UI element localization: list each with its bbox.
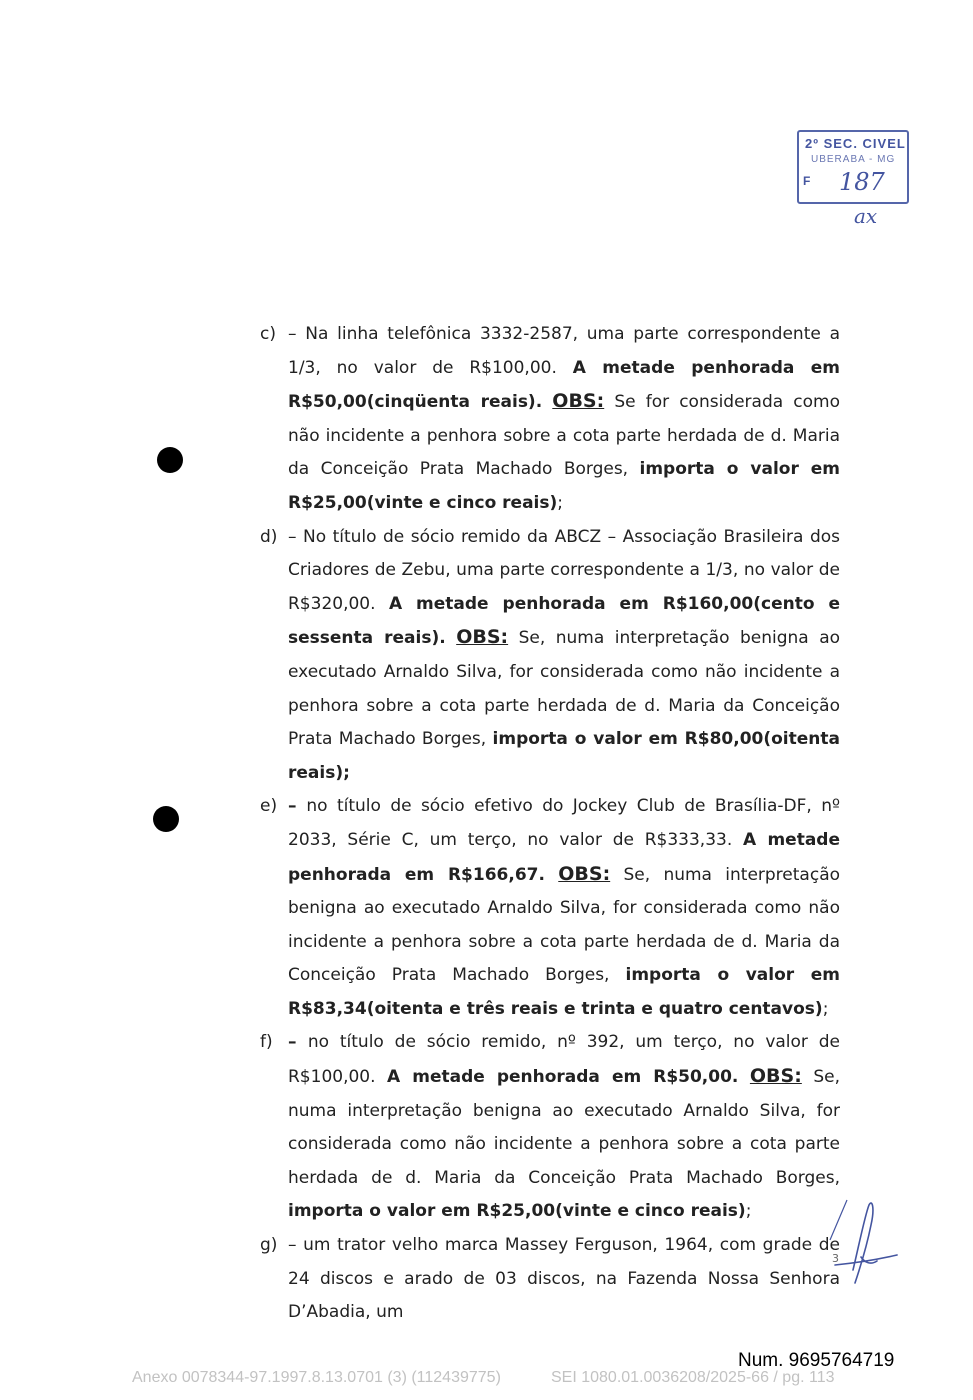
text-segment: – Na linha telefônica 3332-2587, uma parte correspondente a 1/3, no valor de R$100,00. <box>288 324 840 378</box>
stamp-folio: 187 <box>839 168 885 196</box>
item-text <box>288 1229 840 1330</box>
bold-segment: A metade penhorada em R$166,67. <box>288 829 840 885</box>
item-text <box>288 1026 840 1229</box>
court-stamp <box>797 130 909 204</box>
text-segment <box>446 628 457 648</box>
item-text <box>288 318 840 521</box>
bold-segment: A metade penhorada em R$50,00(cinqüenta reais). <box>288 357 840 413</box>
punch-hole-icon <box>157 447 183 473</box>
text-segment: Se, numa interpretação benigna ao executado Arnaldo Silva, for considerada como não incidente a penhora sobre a cota parte herdada de d. Maria da Conceição Prata Machado Borges, <box>288 628 841 750</box>
footer-annex-reference: Anexo 0078344-97.1997.8.13.0701 (3) (112439775) <box>132 1369 501 1386</box>
bold-segment: importa o valor em R$25,00(vinte e cinco reais) <box>288 459 840 513</box>
bold-segment: A metade penhorada em R$50,00. <box>387 1067 739 1088</box>
item-label: g) <box>260 1235 278 1256</box>
obs-label: OBS: <box>749 1065 802 1088</box>
text-segment: ; <box>745 1201 752 1222</box>
signature-icon <box>825 1185 905 1295</box>
stamp-line-3: F <box>803 174 811 188</box>
item-label: e) <box>260 796 278 817</box>
list-item <box>260 521 840 791</box>
obs-label: OBS: <box>558 862 611 885</box>
bold-segment: – <box>288 796 307 817</box>
text-segment: Se, numa interpretação benigna ao executado Arnaldo Silva, for considerada como não incidente a penhora sobre a cota parte herdada de d. Maria da Conceição Prata Machado Borges, <box>288 864 841 986</box>
item-text <box>288 521 840 791</box>
list-item <box>260 1229 840 1330</box>
text-segment: ; <box>557 492 564 513</box>
page-number: 3 <box>832 1252 839 1265</box>
text-segment: – No título de sócio remido da ABCZ – Associação Brasileira dos Criadores de Zebu, uma parte correspondente a 1/3, no valor de R$320,00. <box>288 526 840 614</box>
text-segment: no título de sócio remido, nº 392, um terço, no valor de R$100,00. <box>288 1032 840 1088</box>
text-segment <box>545 865 558 885</box>
stamp-line-2: UBERABA - MG <box>811 154 896 165</box>
item-label: d) <box>260 526 278 547</box>
text-segment: ; <box>822 998 829 1019</box>
item-text <box>288 790 840 1026</box>
obs-label: OBS: <box>456 626 509 649</box>
stamp-line-1: 2º SEC. CIVEL <box>805 136 906 151</box>
bold-segment: importa o valor em R$80,00(oitenta reais); <box>288 729 840 783</box>
text-segment: Se for considerada como não incidente a penhora sobre a cota parte herdada de d. Maria da Conceição Prata Machado Borges, <box>288 392 840 480</box>
list-item <box>260 1026 840 1229</box>
bold-segment: importa o valor em R$25,00(vinte e cinco reais) <box>288 1201 746 1222</box>
bold-segment: importa o valor em R$83,34(oitenta e três reais e trinta e quatro centavos) <box>288 965 840 1019</box>
bold-segment: A metade penhorada em R$160,00(cento e sessenta reais). <box>288 593 841 649</box>
text-segment <box>542 392 552 412</box>
document-body <box>260 318 840 1330</box>
handwritten-initials: ax <box>854 204 878 228</box>
item-label: f) <box>260 1032 273 1053</box>
item-label: c) <box>260 324 276 344</box>
punch-hole-icon <box>153 806 179 832</box>
text-segment: no título de sócio efetivo do Jockey Club de Brasília-DF, nº 2033, Série C, um terço, no valor de R$333,33. <box>288 796 840 850</box>
text-segment: – um trator velho marca Massey Ferguson, 1964, com grade de 24 discos e arado de 03 discos, na Fazenda Nossa Senhora D’Abadia, um <box>288 1235 840 1323</box>
list-item <box>260 790 840 1026</box>
footer-sei-reference: SEI 1080.01.0036208/2025-66 / pg. 113 <box>551 1369 835 1386</box>
list-item <box>260 318 840 521</box>
text-segment <box>738 1067 750 1087</box>
bold-segment: – <box>288 1032 308 1053</box>
document-number: Num. 9695764719 <box>738 1350 895 1371</box>
obs-label: OBS: <box>552 390 605 413</box>
text-segment: Se, numa interpretação benigna ao executado Arnaldo Silva, for considerada como não incidente a penhora sobre a cota parte herdada de d. Maria da Conceição Prata Machado Borges, <box>288 1067 841 1188</box>
